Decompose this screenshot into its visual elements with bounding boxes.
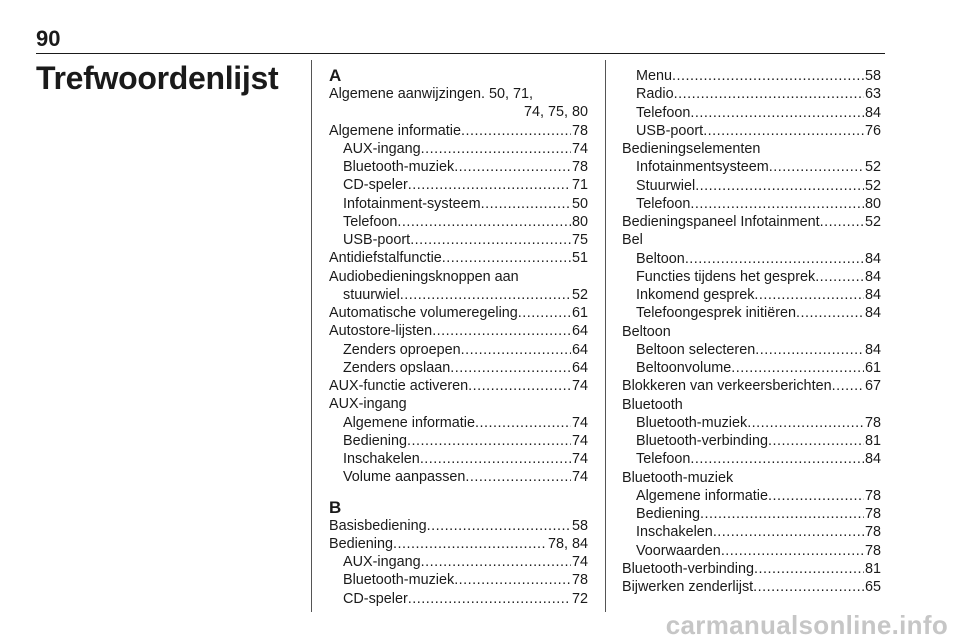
entry-term: Volume aanpassen [343, 469, 466, 486]
dot-leader [468, 377, 571, 395]
entry-page-ref[interactable]: 71 [571, 177, 588, 194]
entry-term: Algemene informatie [636, 487, 768, 504]
entry-term: Telefoon [636, 104, 691, 121]
entry-page-ref[interactable]: 50 [571, 195, 588, 212]
index-subentry[interactable] [622, 122, 881, 140]
dot-leader [731, 359, 864, 377]
index-subentry[interactable] [329, 341, 588, 359]
entry-term: Basisbediening [329, 517, 427, 534]
entry-term: Bedieningspaneel Infotainment [622, 214, 820, 230]
index-subentry[interactable] [622, 177, 881, 195]
dot-leader [690, 450, 864, 468]
entry-term: Infotainment-systeem [343, 195, 481, 212]
index-subentry[interactable] [622, 195, 881, 213]
index-subentry[interactable] [329, 158, 588, 176]
entry-page-ref[interactable]: 74 [571, 451, 588, 467]
index-subentry[interactable] [622, 158, 881, 176]
entry-term: Telefoon [343, 213, 398, 230]
index-subentry[interactable] [329, 450, 588, 468]
entry-page-ref[interactable]: 78 [571, 159, 588, 175]
index-entry[interactable] [329, 535, 588, 553]
entry-term: USB-poort [343, 232, 411, 248]
index-subentry[interactable] [329, 140, 588, 158]
dot-leader [475, 414, 571, 432]
index-subentry[interactable] [329, 553, 588, 571]
entry-page-ref[interactable]: 64 [571, 323, 588, 340]
entry-term: Bluetooth-muziek [636, 414, 748, 431]
entry-page-ref[interactable]: 80 [864, 195, 881, 212]
index-entry[interactable] [329, 304, 588, 322]
index-group-heading: AUX-ingang [329, 396, 407, 413]
index-letter-heading: A [329, 66, 342, 85]
entry-page-ref[interactable]: 74 [571, 140, 588, 157]
entry-term: Blokkeren van verkeersberichten [622, 378, 832, 395]
entry-page-ref[interactable]: 72 [571, 590, 588, 607]
index-subentry[interactable] [622, 286, 881, 304]
entry-page-ref[interactable]: 52 [864, 177, 881, 194]
dot-leader [461, 122, 571, 140]
entry-page-ref[interactable]: 52 [864, 214, 881, 230]
entry-page-ref[interactable]: 84 [864, 341, 881, 358]
entry-term: Beltoon selecteren [636, 341, 756, 358]
dot-leader [421, 553, 571, 571]
dot-leader [832, 377, 864, 395]
dot-leader [753, 578, 864, 596]
index-subentry[interactable] [329, 571, 588, 589]
page-title: Trefwoordenlijst [36, 60, 279, 96]
entry-page-ref[interactable]: 74 [571, 414, 588, 431]
index-subentry[interactable] [622, 67, 881, 85]
dot-leader [703, 122, 864, 140]
dot-leader [721, 542, 864, 560]
entry-page-ref[interactable]: 78, 84 [547, 535, 588, 552]
dot-leader [747, 414, 864, 432]
entry-page-ref[interactable]: 58 [864, 68, 881, 84]
dot-leader [432, 322, 571, 340]
entry-term: Antidiefstalfunctie [329, 250, 442, 267]
dot-leader [713, 523, 864, 541]
dot-leader [754, 286, 864, 304]
index-subentry[interactable] [329, 231, 588, 249]
entry-page-ref[interactable]: 67 [864, 378, 881, 395]
entry-page-ref[interactable]: 84 [864, 451, 881, 468]
entry-page-ref[interactable]: 78 [864, 487, 881, 504]
entry-term: Infotainmentsysteem [636, 159, 769, 176]
entry-page-ref[interactable]: 84 [864, 104, 881, 121]
index-subentry[interactable] [329, 286, 588, 304]
dot-leader [815, 268, 864, 286]
dot-leader [518, 304, 571, 322]
entry-term: Algemene informatie [329, 122, 461, 139]
entry-term: Beltoonvolume [636, 360, 732, 376]
entry-term: Bluetooth-muziek [343, 572, 455, 589]
entry-page-ref[interactable]: 84 [864, 305, 881, 322]
entry-term: Menu [636, 68, 672, 84]
dot-leader [755, 341, 864, 359]
index-entry[interactable] [329, 249, 588, 267]
index-group-heading: Beltoon [622, 323, 671, 340]
entry-page-ref[interactable]: 78 [571, 122, 588, 139]
dot-leader [461, 341, 571, 359]
entry-page-ref[interactable]: 65 [864, 579, 881, 595]
entry-term: stuurwiel [343, 286, 400, 303]
entry-page-ref[interactable]: 75 [571, 232, 588, 248]
dot-leader [820, 213, 864, 231]
entry-page-ref[interactable]: 52 [864, 159, 881, 176]
column-divider-left [311, 60, 312, 612]
entry-term: Automatische volumeregeling [329, 305, 518, 321]
index-column-1 [329, 66, 588, 608]
entry-term: Inschakelen [343, 451, 420, 467]
dot-leader [796, 304, 864, 322]
entry-term: Bediening [636, 506, 701, 522]
dot-leader [672, 67, 864, 85]
entry-page-ref[interactable]: 74 [571, 469, 588, 486]
column-divider-right [605, 60, 606, 612]
dot-leader [700, 505, 864, 523]
entry-page-ref[interactable]: 78 [864, 542, 881, 559]
entry-page-ref[interactable]: 78 [864, 506, 881, 522]
index-subentry[interactable] [329, 468, 588, 486]
entry-term: Bediening [329, 535, 394, 552]
dot-leader [410, 231, 571, 249]
entry-term: Inschakelen [636, 524, 713, 541]
index-group-heading: Algemene aanwijzingen. 50, 71, [329, 86, 534, 102]
dot-leader [454, 158, 571, 176]
entry-page-ref[interactable]: 61 [864, 360, 881, 376]
index-group-heading: Bluetooth [622, 396, 683, 413]
entry-page-ref[interactable]: 64 [571, 341, 588, 358]
index-entry[interactable] [622, 578, 881, 596]
entry-page-ref[interactable]: 78 [864, 414, 881, 431]
index-subentry[interactable] [622, 359, 881, 377]
index-group-heading: Audiobedieningsknoppen aan [329, 268, 519, 285]
index-entry[interactable] [329, 322, 588, 340]
dot-leader [768, 487, 864, 505]
index-entry[interactable] [622, 377, 881, 395]
entry-term: Algemene informatie [343, 414, 475, 431]
index-subentry[interactable] [329, 590, 588, 608]
entry-page-ref[interactable]: 74 [571, 432, 588, 449]
dot-leader [421, 140, 571, 158]
dot-leader [769, 158, 864, 176]
index-group-heading: Bluetooth-muziek [622, 469, 734, 486]
index-subentry[interactable] [622, 505, 881, 523]
entry-page-ref[interactable]: 80 [571, 213, 588, 230]
entry-term: Autostore-lijsten [329, 323, 433, 340]
entry-page-ref[interactable]: 74 [571, 378, 588, 394]
entry-page-ref[interactable]: 51 [571, 250, 588, 267]
dot-leader [450, 359, 571, 377]
index-subentry[interactable] [329, 432, 588, 450]
entry-page-ref[interactable]: 81 [864, 560, 881, 577]
entry-page-ref[interactable]: 78 [864, 524, 881, 541]
dot-leader [695, 177, 864, 195]
entry-term: Bluetooth-verbinding [622, 560, 755, 577]
section-gap [329, 487, 588, 498]
entry-term: Beltoon [636, 250, 685, 267]
dot-leader [400, 286, 571, 304]
entry-term: USB-poort [636, 122, 704, 139]
dot-leader [427, 517, 571, 535]
entry-page-ref[interactable]: 63 [864, 86, 881, 103]
index-subentry[interactable] [622, 432, 881, 450]
dot-leader [674, 85, 864, 103]
entry-term: Bijwerken zenderlijst [622, 579, 754, 595]
entry-page-ref[interactable]: 61 [571, 305, 588, 321]
entry-term: Functies tijdens het gesprek [636, 268, 816, 285]
index-subentry[interactable] [622, 542, 881, 560]
index-subentry[interactable] [329, 213, 588, 231]
entry-term: Bediening [343, 432, 408, 449]
dot-leader [393, 535, 547, 553]
entry-term: Stuurwiel [636, 177, 696, 194]
watermark: carmanualsonline.info [665, 610, 948, 640]
entry-term: Telefoon [636, 195, 691, 212]
index-subentry[interactable] [329, 359, 588, 377]
index-subentry[interactable] [329, 176, 588, 194]
index-subentry[interactable] [622, 304, 881, 322]
entry-term: Zenders oproepen [343, 341, 461, 358]
index-subentry[interactable] [622, 250, 881, 268]
entry-page-ref[interactable]: 64 [571, 359, 588, 376]
dot-leader [465, 468, 571, 486]
index-subentry[interactable] [622, 104, 881, 122]
index-subentry[interactable] [622, 85, 881, 103]
entry-page-ref[interactable]: 74 [571, 554, 588, 570]
entry-term: AUX-functie activeren [329, 378, 469, 394]
index-subentry[interactable] [329, 414, 588, 432]
index-entry[interactable] [329, 377, 588, 395]
entry-term: AUX-ingang [343, 554, 421, 570]
index-entry[interactable] [329, 122, 588, 140]
entry-term: Bluetooth-verbinding [636, 433, 769, 449]
index-subentry[interactable] [622, 414, 881, 432]
entry-term: Inkomend gesprek [636, 287, 755, 303]
index-entry[interactable] [329, 517, 588, 535]
index-letter-heading: B [329, 497, 342, 517]
page-number: 90 [36, 26, 61, 51]
index-subentry[interactable] [622, 487, 881, 505]
entry-term: CD-speler [343, 590, 408, 607]
index-subentry[interactable] [622, 268, 881, 286]
index-group-heading: Bel [622, 232, 643, 249]
index-entry[interactable] [622, 560, 881, 578]
entry-page-ref[interactable]: 84 [864, 250, 881, 267]
dot-leader [408, 176, 571, 194]
dot-leader [408, 590, 571, 608]
entry-term: AUX-ingang [343, 140, 421, 157]
entry-term: Telefoongesprek initiëren [636, 305, 796, 322]
entry-page-ref[interactable]: 58 [571, 517, 588, 534]
entry-term: Telefoon [636, 451, 691, 468]
entry-page-ref[interactable]: 84 [864, 287, 881, 303]
dot-leader [481, 195, 571, 213]
index-subentry[interactable] [622, 523, 881, 541]
entry-page-ref[interactable]: 78 [571, 572, 588, 589]
entry-term: Radio [636, 86, 674, 103]
index-column-2 [622, 67, 881, 596]
index-group-heading: Bedieningselementen [622, 141, 761, 157]
dot-leader [442, 249, 571, 267]
entry-page-ref[interactable]: 81 [864, 433, 881, 449]
entry-term: Voorwaarden [636, 542, 721, 559]
dot-leader [420, 450, 571, 468]
dot-leader [754, 560, 864, 578]
entry-page-ref[interactable]: 76 [864, 122, 881, 139]
entry-term: Zenders opslaan [343, 359, 451, 376]
dot-leader [397, 213, 571, 231]
dot-leader [768, 432, 864, 450]
index-entry[interactable] [622, 213, 881, 231]
index-subentry[interactable] [622, 450, 881, 468]
dot-leader [685, 250, 864, 268]
entry-term: CD-speler [343, 177, 408, 194]
index-page-continuation: 74, 75, 80 [523, 104, 588, 121]
dot-leader [690, 104, 864, 122]
entry-term: Bluetooth-muziek [343, 159, 455, 175]
index-subentry[interactable] [622, 341, 881, 359]
entry-page-ref[interactable]: 84 [864, 268, 881, 285]
dot-leader [454, 571, 571, 589]
entry-page-ref[interactable]: 52 [571, 286, 588, 303]
header-rule [36, 53, 885, 54]
index-subentry[interactable] [329, 195, 588, 213]
dot-leader [690, 195, 864, 213]
dot-leader [407, 432, 571, 450]
